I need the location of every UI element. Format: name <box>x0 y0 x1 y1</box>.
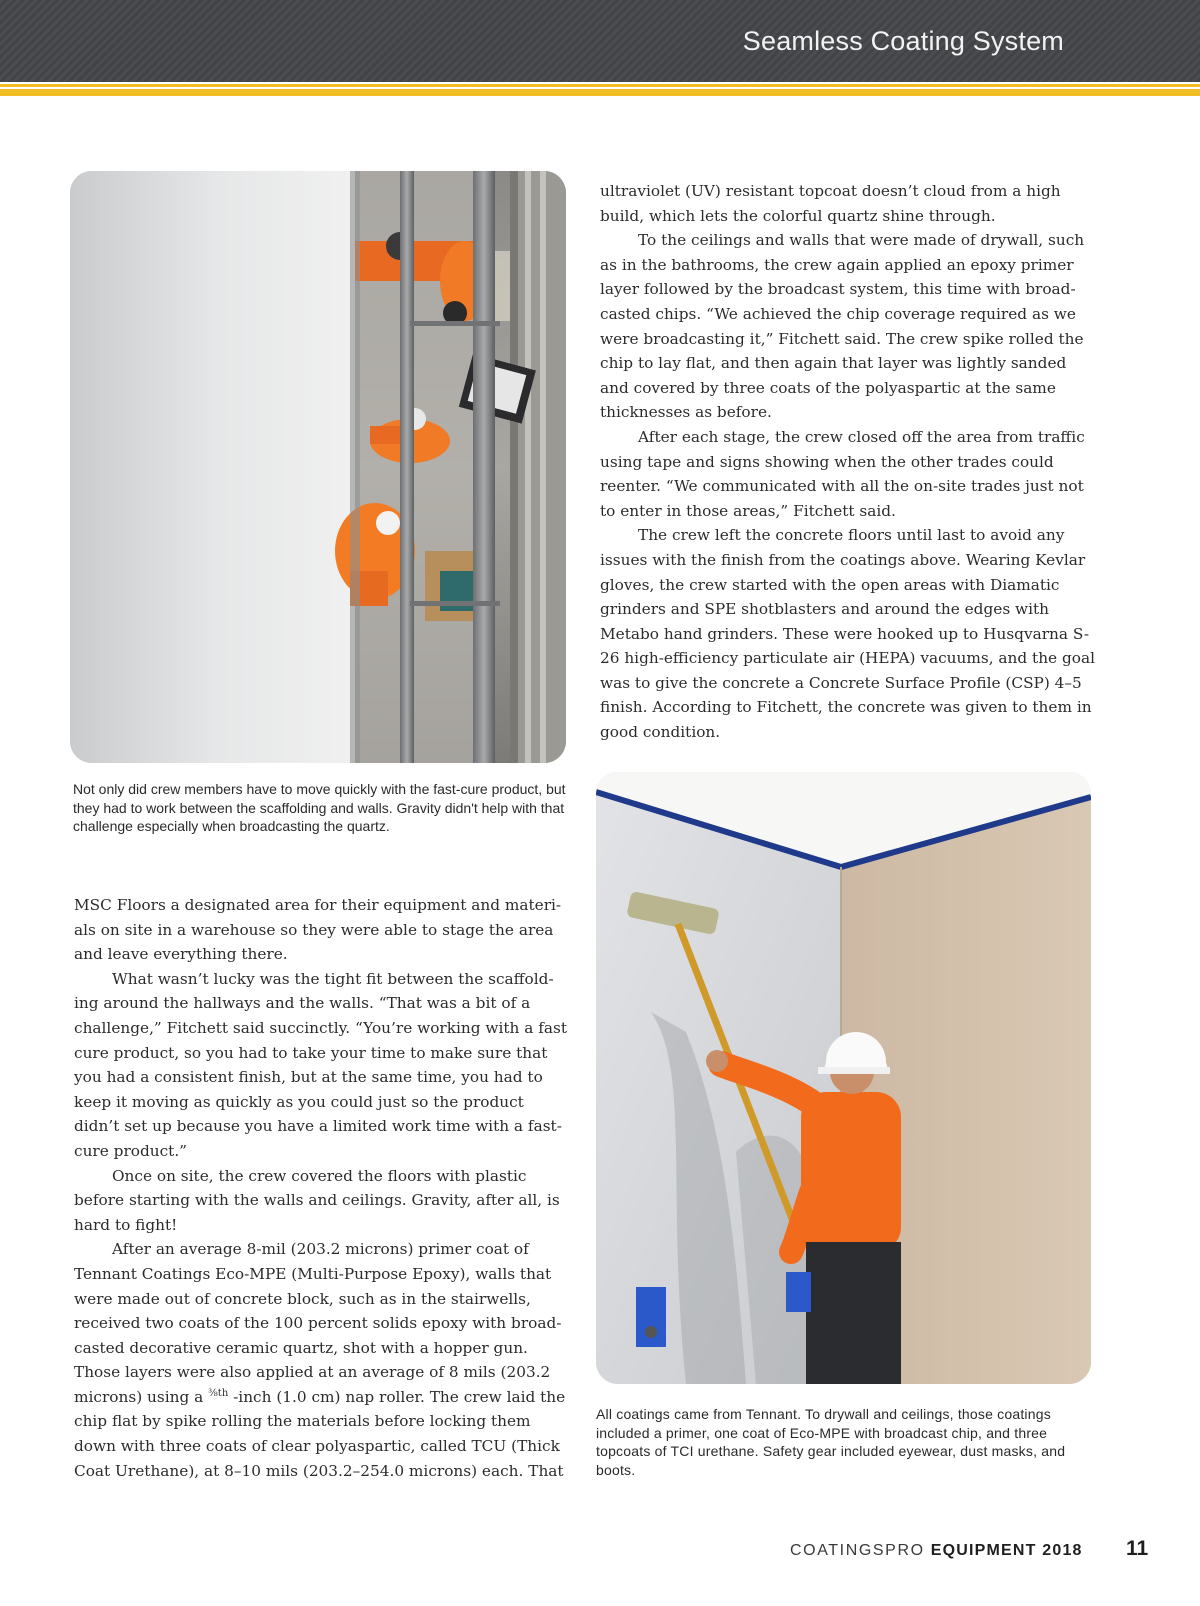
paragraph-text: -inch (1.0 cm) nap roller. The crew laid the chip flat by spike rolling the materials before locking them down with three coats of clear polyaspartic, called TCU (Thick Coat Urethane), at 8–10 mils (203.2–254.0 microns) each. That <box>74 1387 566 1480</box>
footer-issue-name: EQUIPMENT 2018 <box>930 1542 1083 1559</box>
page-header <box>0 0 1200 82</box>
photo-caption-scaffolding: Not only did crew members have to move quickly with the fast-cure product, but they had to work between the scaffolding and walls. Gravity didn't help with that challenge especially when broadcasting the quartz. <box>73 781 566 834</box>
section-title: Seamless Coating System <box>742 26 1064 56</box>
photo-scaffolding-crew <box>70 171 566 763</box>
article-column-left <box>74 893 571 1483</box>
paragraph: ultraviolet (UV) resistant topcoat doesn’t cloud from a high build, which lets the colorful quartz shine through. <box>600 182 1061 225</box>
photo-caption-wall-rolling: All coatings came from Tennant. To drywall and ceilings, those coatings included a primer, one coat of Eco-MPE with broadcast chip, and three topcoats of TCI urethane. Safety gear included eyewear, dust masks, and boots. <box>596 1406 1066 1478</box>
article-column-right <box>600 179 1097 745</box>
footer-brand-name: COATINGSPRO <box>790 1542 925 1559</box>
paragraph: MSC Floors a designated area for their equipment and materi-als on site in a warehouse so they were able to stage the area and leave everything there. <box>74 896 562 964</box>
paragraph: Once on site, the crew covered the floors with plastic before starting with the walls and ceilings. Gravity, after all, is hard to fight! <box>74 1166 560 1234</box>
photo-worker-rolling-wall <box>596 772 1091 1384</box>
paragraph: What wasn’t lucky was the tight fit between the scaffold-ing around the hallways and the walls. “That was a bit of a challenge,” Fitchett said succinctly. “You’re working with a fast cure product, so you had to take your time to make sure that you had a consistent finish, but at the same time, you had to keep it moving as quickly as you could just so the product didn’t set up because you have a limited work time with a fast-cure product.” <box>74 969 567 1160</box>
fraction-superscript: ⅜th <box>208 1387 229 1399</box>
paragraph: After each stage, the crew closed off the area from traffic using tape and signs showing when the other trades could reenter. “We communicated with all the on-site trades just not to enter in those areas,” Fitchett said. <box>600 427 1085 520</box>
paragraph <box>74 1237 571 1483</box>
paragraph: The crew left the concrete floors until last to avoid any issues with the finish from the coatings above. Wearing Kevlar gloves, the crew started with the open areas with Diamatic grinders and SPE shotblasters and around the edges with Metabo hand grinders. These were hooked up to Husqvarna S-26 high-efficiency particulate air (HEPA) vacuums, and the goal was to give the concrete a Concrete Surface Profile (CSP) 4–5 finish. According to Fitchett, the concrete was given to them in good condition. <box>600 526 1095 742</box>
paragraph: To the ceilings and walls that were made of drywall, such as in the bathrooms, the crew again applied an epoxy primer layer followed by the broadcast system, this time with broad-casted chips. “We achieved the chip coverage required as we were broadcasting it,” Fitchett said. The crew spike rolled the chip to lay flat, and then again that layer was lightly sanded and covered by three coats of the polyaspartic at the same thicknesses as before. <box>600 231 1085 422</box>
header-accent-stripe-lower <box>0 89 1200 96</box>
footer-publication <box>790 1542 1083 1560</box>
page-number: 11 <box>1126 1537 1149 1560</box>
paragraph-text: After an average 8-mil (203.2 microns) primer coat of Tennant Coatings Eco-MPE (Multi-Purpose Epoxy), walls that were made out of concrete block, such as in the stairwells, received two coats of the 100 percent solids epoxy with broad-casted decorative ceramic quartz, shot with a hopper gun. Those layers were also applied at an average of 8 mils (203.2 microns) using a <box>74 1240 562 1406</box>
